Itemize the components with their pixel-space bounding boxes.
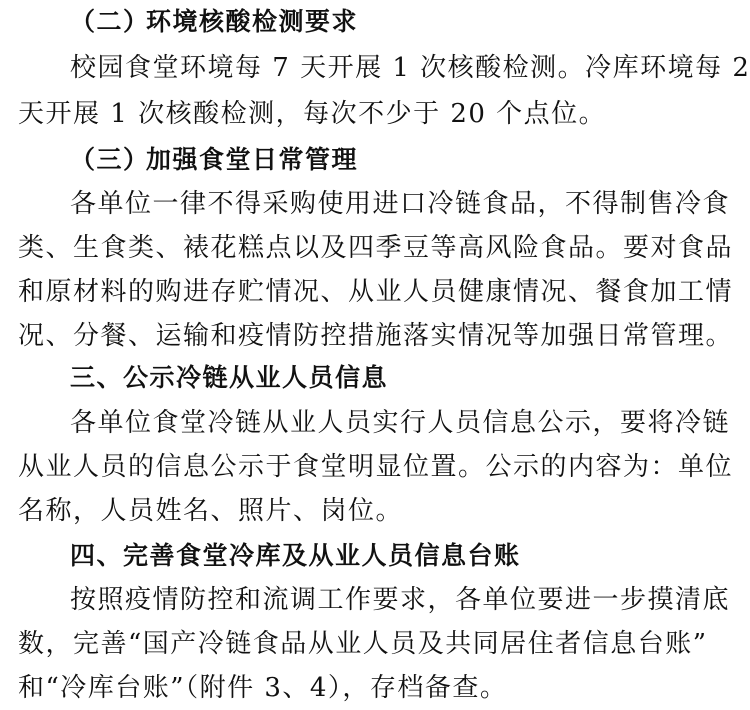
paragraph-line: 和“冷库台账”（附件 3、4），存档备查。 bbox=[18, 673, 508, 703]
section-title: 加强食堂日常管理 bbox=[146, 145, 359, 174]
section-heading bbox=[70, 0, 668, 44]
paragraph-line: 况、分餐、运输和疫情防控措施落实情况等加强日常管理。 bbox=[18, 321, 734, 351]
section-heading: 四、完善食堂冷库及从业人员信息台账 bbox=[70, 541, 521, 570]
paragraph-line: 各单位一律不得采购使用进口冷链食品，不得制售冷食 bbox=[70, 189, 731, 219]
section-number: （三） bbox=[70, 145, 150, 174]
paragraph-line: 从业人员的信息公示于食堂明显位置。公示的内容为：单位 bbox=[18, 452, 734, 482]
paragraph-line: 校园食堂环境每 7 天开展 1 次核酸检测。冷库环境每 2 bbox=[70, 53, 750, 83]
paragraph-line: 按照疫情防控和流调工作要求，各单位要进一步摸清底 bbox=[70, 585, 731, 615]
paragraph-line: 天开展 1 次核酸检测，每次不少于 20 个点位。 bbox=[18, 99, 607, 129]
paragraph-line: 各单位食堂冷链从业人员实行人员信息公示，要将冷链 bbox=[70, 408, 731, 438]
paragraph-line: 和原材料的购进存贮情况、从业人员健康情况、餐食加工情 bbox=[18, 277, 734, 307]
section-heading bbox=[70, 138, 668, 182]
paragraph-line: 名称，人员姓名、照片、岗位。 bbox=[18, 496, 404, 526]
paragraph-line: 数，完善“国产冷链食品从业人员及共同居住者信息台账” bbox=[18, 629, 708, 659]
section-heading: 三、公示冷链从业人员信息 bbox=[70, 363, 389, 392]
paragraph-line: 类、生食类、裱花糕点以及四季豆等高风险食品。要对食品 bbox=[18, 233, 734, 263]
section-title: 环境核酸检测要求 bbox=[146, 7, 359, 36]
section-number: （二） bbox=[70, 7, 150, 36]
